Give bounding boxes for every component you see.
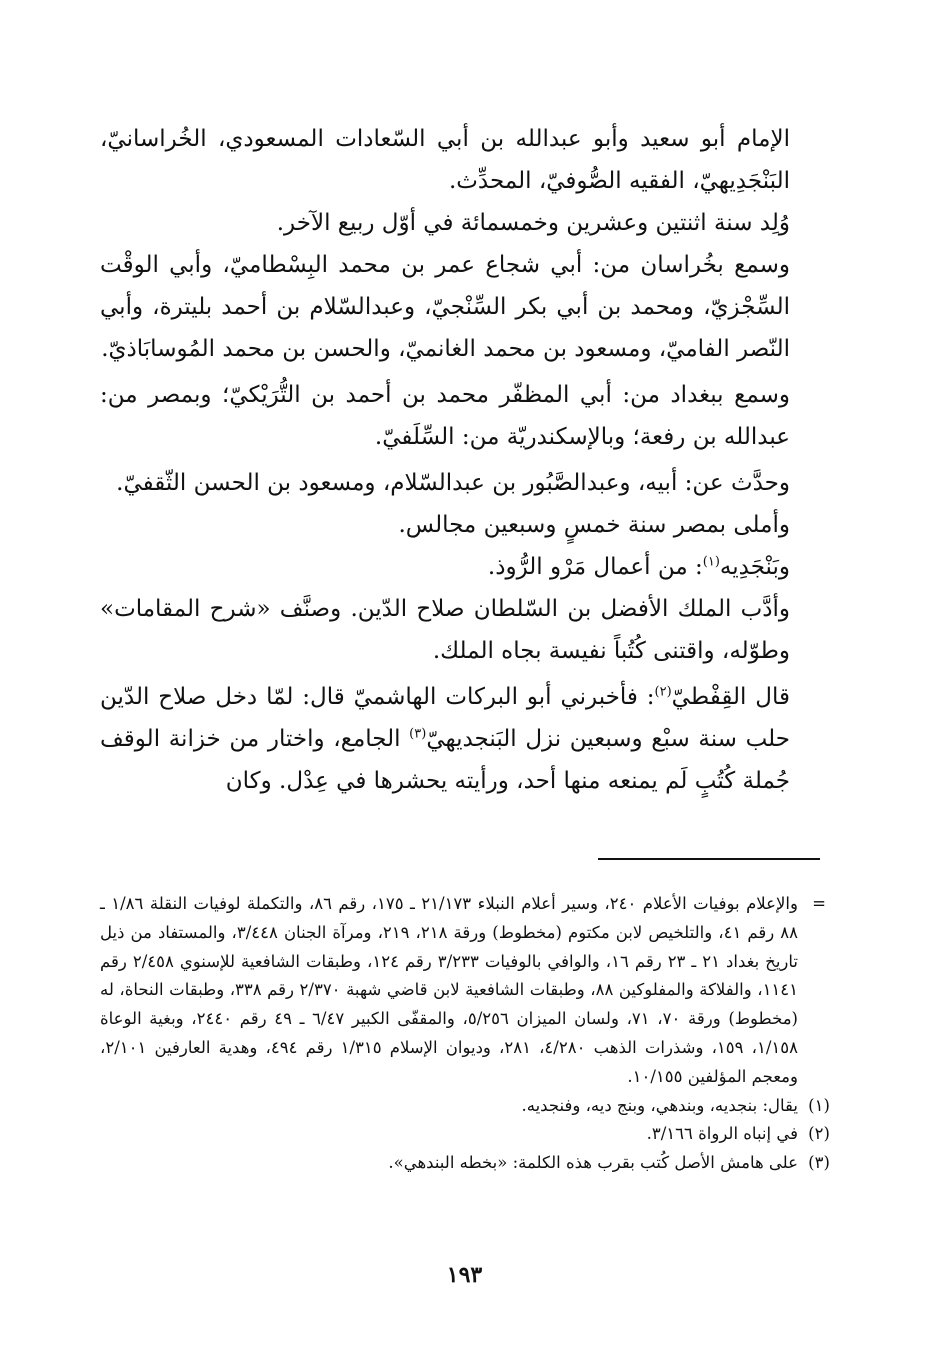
footnotes bbox=[100, 890, 840, 1178]
footnote-ref-2: (٢) bbox=[654, 684, 672, 700]
footnote-continuation bbox=[100, 890, 840, 1092]
paragraph-name: الإمام أبو سعيد وأبو عبدالله بن أبي السّعادات المسعودي، الخُراسانيّ، البَنْجَدِيهيّ، الفقيه الصُّوفيّ، المحدِّث. bbox=[100, 126, 790, 194]
footnote-2-mark: (٢) bbox=[808, 1124, 830, 1144]
paragraph-birth: وُلِد سنة اثنتين وعشرين وخمسمائة في أوّل ربيع الآخر. bbox=[276, 210, 790, 236]
continuation-text: والإعلام بوفيات الأعلام ٢٤٠، وسير أعلام النبلاء ٢١/١٧٣ ـ ١٧٥، رقم ٨٦، والتكملة لوفيات النقلة ١/٨٦ ـ ٨٨ رقم ٤١، والتلخيص لابن مكتوم (مخطوط) ورقة ٢١٨، ٢١٩، ومرآة الجنان ٣/٤٤٨، والمستفاد من ذيل تاريخ بغداد ٢١ ـ ٢٣ رقم ١٦، والوافي بالوفيات ٣/٢٣٣ رقم ١٢٤، وطبقات الشافعية للإسنوي ٢/٤٥٨ رقم ١١٤١، والفلاكة والمفلوكين ٨٨، وطبقات الشافعية لابن قاضي شهبة ٢/٣٧٠ رقم ٣٣٨، وطبقات النحاة، له (مخطوط) ورقة ٧٠، ٧١، ولسان الميزان ٥/٢٥٦، والمقفّى الكبير ٦/٤٧ ـ ٤٩ رقم ٢٤٤٠، وبغية الوعاة ١/١٥٨، ١٥٩، وشذرات الذهب ٤/٢٨٠، ٢٨١، وديوان الإسلام ١/٣١٥ رقم ٤٩٤، وهدية العارفين ٢/١٠١، ومعجم المؤلفين ١٠/١٥٥. bbox=[100, 894, 799, 1086]
paragraph-education: وأدَّب الملك الأفضل بن السّلطان صلاح الدّين. وصنَّف «شرح المقامات» وطوّله، واقتنى كُتُباً نفيسة بجاه الملك. bbox=[100, 596, 790, 664]
footnote-1-text: يقال: بنجديه، وبندهي، وبنج ديه، وفنجديه. bbox=[521, 1095, 798, 1115]
qifti-narration-end: الجامع، واختار من خزانة الوقف جُملة كُتُبٍ لَم يمنعه منها أحد، ورأيته يحشرها في عِدْل. وكان bbox=[100, 726, 790, 794]
banjdih-description: : من أعمال مَرْو الرُّوذ. bbox=[487, 554, 703, 580]
paragraph-baghdad-teachers: وسمع ببغداد من: أبي المظفّر محمد بن أحمد بن التُّرَيْكيّ؛ وبمصر من: عبدالله بن رفعة؛ وبالإسكندريّة من: السِّلَفيّ. bbox=[100, 382, 790, 450]
qifti-narration: : فأخبرني أبو البركات الهاشميّ قال: لمّا دخل صلاح الدّين حلب سنة سبْع وسبعين نزل البَنجديهيّ bbox=[100, 684, 790, 752]
footnote-3-mark: (٣) bbox=[808, 1153, 830, 1173]
paragraph-banjdih bbox=[100, 546, 820, 588]
paragraph-qifti bbox=[100, 676, 820, 802]
footnote-ref-1: (١) bbox=[702, 554, 720, 570]
footnote-3-text: على هامش الأصل كُتب بقرب هذه الكلمة: «بخطه البندهي». bbox=[388, 1153, 798, 1173]
footnote-1-mark: (١) bbox=[808, 1095, 830, 1115]
page-number: ١٩٣ bbox=[446, 1262, 483, 1288]
paragraph-khurasan-teachers: وسمع بخُراسان من: أبي شجاع عمر بن محمد البِسْطاميّ، وأبي الوقْت السِّجْزيّ، ومحمد بن أبي بكر السِّنْجيّ، وعبدالسّلام بن أحمد بليترة، وأبي النّصر الفاميّ، ومسعود بن محمد الغانميّ، والحسن بن محمد المُوسابَاذيّ. bbox=[100, 252, 790, 362]
continuation-mark: = bbox=[812, 894, 826, 913]
main-text bbox=[100, 118, 820, 802]
footnote-ref-3: (٣) bbox=[409, 726, 427, 742]
footnote-2 bbox=[100, 1120, 840, 1149]
footnote-1 bbox=[100, 1092, 840, 1121]
paragraph-narrated-from: وحدَّث عن: أبيه، وعبدالصَّبُور بن عبدالسّلام، ومسعود بن الحسن الثّقفيّ. bbox=[116, 470, 790, 496]
footnote-3 bbox=[100, 1149, 840, 1178]
footnote-separator bbox=[598, 858, 820, 860]
banjdih-word: وبَنْجَدِيه bbox=[719, 554, 790, 580]
footnote-2-text: في إنباه الرواة ٣/١٦٦. bbox=[646, 1124, 798, 1144]
paragraph-dictation: وأملى بمصر سنة خمسٍ وسبعين مجالس. bbox=[398, 512, 790, 538]
qifti-intro: قال القِفْطيّ bbox=[671, 684, 790, 710]
